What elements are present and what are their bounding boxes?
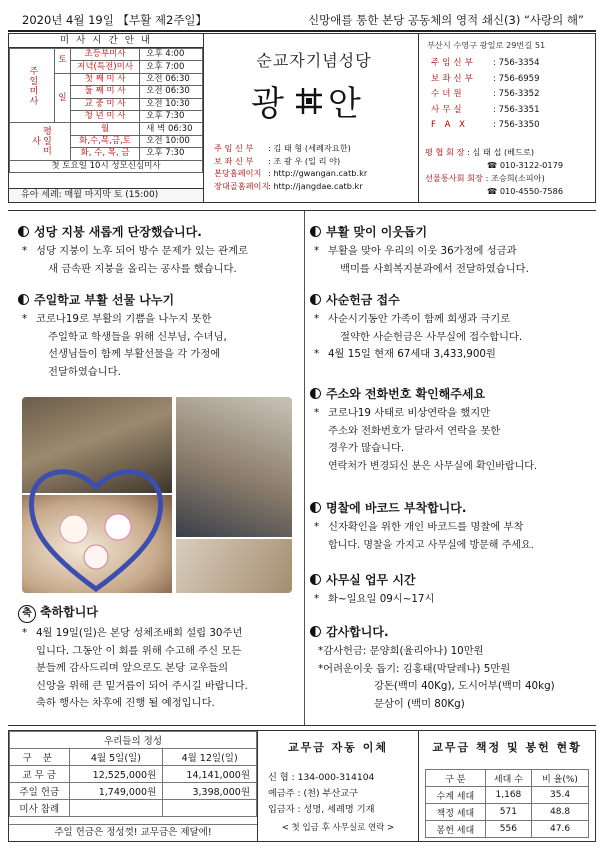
section-office-hours: 사무실 업무 시간 xyxy=(310,571,416,588)
mass-name: 청 년 미 사 xyxy=(71,110,140,122)
row-label: 책정 세대 xyxy=(426,804,486,821)
finance-footer xyxy=(8,730,596,842)
section-roof-body: * 성당 지붕이 노후 되어 방수 문제가 있는 관계로 새 금속판 지붕을 올리는 공사를 했습니다. xyxy=(22,245,248,275)
offering-status-title: 교무금 책정 및 봉헌 현황 xyxy=(432,741,582,754)
col-header: 구 분 xyxy=(426,770,486,787)
cell: 556 xyxy=(485,821,531,838)
section-easter-gift-body: * 코로나19로 부활의 기쁨을 나누지 못한 주일학교 학생들을 위해 신부님, 수녀님, 선생님들이 함께 부활선물을 각 가정에 전달하였습니다. xyxy=(22,313,227,378)
section-congrats-body: * 4월 19일(일)은 본당 성체조배회 설립 30주년 입니다. 그동안 이 회를 위해 수고해 주신 모든 분들께 감사드리며 앞으로도 본당 교우들의 신앙을 위해 큰 밑거름이 되어 주시길 바랍니다. 축하 행사는 차후에 진행 될 예정입니다. xyxy=(22,627,248,709)
section-congrats: 축 축하합니다 xyxy=(18,603,98,623)
row-label: 수계 세대 xyxy=(426,787,486,804)
mass-name: 첫 째 미 사 xyxy=(71,73,140,85)
cell: 12,525,000원 xyxy=(69,766,163,783)
offering-status-table xyxy=(425,769,589,838)
parish-info: 주 임 신 부 : 김 태 형 (세례자요한) 보 좌 신 부 : 조 광 우 (일 리 야) 본당홈페이지 : http://gwangan.catb.kr 장대골홈페이지: http://jangdae.catb.kr xyxy=(214,143,368,191)
mass-name: 둘 째 미 사 xyxy=(71,86,140,98)
phone-icon: ☎ xyxy=(487,186,498,196)
row-label: 봉헌 세대 xyxy=(426,821,486,838)
col-header: 비 율(%) xyxy=(532,770,589,787)
issue-date: 2020년 4월 19일 【부활 제2주일】 xyxy=(22,13,208,27)
cell xyxy=(69,800,163,817)
col-header: 세대 수 xyxy=(485,770,531,787)
column-divider xyxy=(304,211,305,725)
section-contact-check: 주소와 전화번호 확인해주세요 xyxy=(310,385,485,402)
weekend-group-label: 주일미사 xyxy=(10,49,55,123)
photo-child xyxy=(176,397,292,537)
mass-name: 교 중 미 사 xyxy=(71,98,140,110)
col-header: 4월 5일(일) xyxy=(69,749,163,766)
mass-time: 오후 7:30 xyxy=(140,148,203,160)
cell: 571 xyxy=(485,804,531,821)
cell: 35.4 xyxy=(532,787,589,804)
sun-label: 일 xyxy=(55,73,71,123)
section-contact-check-body: * 코로나19 사태로 비상연락을 했지만 주소와 전화번호가 달라서 연락을 못한 경우가 많습니다. 연락처가 변경되신 분은 사무실에 확인바랍니다. xyxy=(314,407,538,472)
bullet-icon xyxy=(310,294,321,305)
row-label: 주일 헌금 xyxy=(10,783,70,800)
section-thanks-body: *감사헌금: 문양희(율리아나) 10만원 *어려운이웃 돕기: 김홍태(막달레나) 5만원 강돈(백미 40Kg), 도시어부(백미 40kg) 문삼이 (백미 80Kg) xyxy=(318,645,555,710)
section-neighbors: 부활 맞이 이웃돕기 xyxy=(310,223,427,240)
offering-status-block xyxy=(419,731,595,841)
section-neighbors-body: * 부활을 맞아 우리의 이웃 36가정에 성금과 백미를 사회복지분과에서 전달하였습니다. xyxy=(314,245,529,275)
col-header: 구 분 xyxy=(10,749,70,766)
phone-icon: ☎ xyxy=(487,160,498,170)
contact-block xyxy=(418,33,596,203)
parish-title-block xyxy=(204,33,418,203)
transfer-note: < 첫 입금 후 사무실로 연락 > xyxy=(281,823,395,833)
mass-name: 저녁(특전)미사 xyxy=(71,61,140,73)
row-label: 교 무 금 xyxy=(10,766,70,783)
parish-emblem-icon xyxy=(292,84,326,118)
parish-subtitle: 순교자기념성당 xyxy=(256,51,372,70)
photo-gift xyxy=(176,539,292,593)
mass-time: 오전 06:30 xyxy=(140,86,203,98)
section-lent-offering-body: * 사순시기동안 가족이 함께 희생과 극기로 절약한 사순헌금은 사무실에 접수합니다. * 4월 15일 현재 67세대 3,433,900원 xyxy=(314,313,523,360)
bullet-icon xyxy=(18,226,29,237)
cell: 14,141,000원 xyxy=(163,766,257,783)
mass-time: 새 벽 06:30 xyxy=(140,123,203,135)
auto-transfer-title: 교무금 자동 이체 xyxy=(287,741,389,754)
council-contacts: 평 협 회 장 : 심 태 섭 (베드로) ☎ 010-3122-0179 선물통사회 회장 : 조승희(소피아) ☎ 010-4550-7586 xyxy=(425,147,564,196)
mass-time: 오후 4:00 xyxy=(140,49,203,61)
sat-label: 토 xyxy=(55,49,71,74)
mass-time: 오전 10:00 xyxy=(140,135,203,147)
row-label: 미사 참례 xyxy=(10,800,70,817)
offering-table-block xyxy=(9,731,257,841)
mass-time: 오전 10:30 xyxy=(140,98,203,110)
section-office-hours-body: * 화~일요일 09시~17시 xyxy=(314,593,435,605)
congrats-icon: 축 xyxy=(18,605,36,623)
infant-baptism: 유아 세례: 매월 마지막 토 (15:00) xyxy=(9,188,203,202)
first-saturday-mass: 첫 토요일 10시 성모신심미사 xyxy=(10,160,203,172)
mass-name: 초등부미사 xyxy=(71,49,140,61)
deposit-memo: 입금자 : 성명, 세례명 기재 xyxy=(268,804,375,815)
page-header xyxy=(8,6,596,32)
cell: 3,398,000원 xyxy=(163,783,257,800)
mass-table xyxy=(9,48,203,173)
cell: 1,168 xyxy=(485,787,531,804)
bullet-icon xyxy=(310,626,321,637)
section-lent-offering: 사순헌금 접수 xyxy=(310,291,400,308)
cell: 1,749,000원 xyxy=(69,783,163,800)
offering-title: 우리들의 정성 xyxy=(10,732,257,749)
section-barcode: 명찰에 바코드 부착합니다. xyxy=(310,499,466,516)
phone-list: 주임신부 : 756-3354 보좌신부 : 756-6959 수녀원 : 756-3352 사무실 : 756-3351 F A X : 756-3350 xyxy=(431,58,540,131)
bullet-icon xyxy=(310,574,321,585)
bank-account: 신 협 : 134-000-314104 xyxy=(268,772,375,783)
bullet-icon xyxy=(310,226,321,237)
heart-frame-icon xyxy=(26,457,166,593)
cell: 47.6 xyxy=(532,821,589,838)
section-thanks: 감사합니다. xyxy=(310,623,389,640)
mass-schedule xyxy=(8,33,204,203)
bullet-icon xyxy=(310,502,321,513)
jangdae-link[interactable]: : http://jangdae.catb.kr xyxy=(268,180,363,191)
parish-address: 부산시 수영구 광일로 29번길 51 xyxy=(427,40,546,50)
bullet-icon xyxy=(18,294,29,305)
mass-time: 오후 7:00 xyxy=(140,61,203,73)
cell xyxy=(163,800,257,817)
bullet-icon xyxy=(310,388,321,399)
homepage-link[interactable]: : http://gwangan.catb.kr xyxy=(268,168,368,178)
mass-name: 화, 수, 목, 금 xyxy=(71,148,140,160)
issue-theme: 신망애를 통한 본당 공동체의 영적 쇄신(3) “사랑의 해” xyxy=(308,13,584,27)
col-header: 4월 12일(일) xyxy=(163,749,257,766)
masthead xyxy=(8,33,596,203)
news-content xyxy=(8,210,596,726)
mass-name: 화,수,목,금,토 xyxy=(71,135,140,147)
auto-transfer-block xyxy=(257,731,419,841)
offering-table xyxy=(9,731,257,817)
cell: 48.8 xyxy=(532,804,589,821)
mass-schedule-title: 미 사 시 간 안 내 xyxy=(9,34,203,48)
mass-time: 오후 7:30 xyxy=(140,110,203,122)
account-owner: 예금주 : (천) 부산교구 xyxy=(268,788,359,799)
easter-gift-photo xyxy=(22,397,292,593)
section-barcode-body: * 신자확인을 위한 개인 바코드를 명찰에 부착 합니다. 명찰을 가지고 사무실에 방문해 주세요. xyxy=(314,521,534,551)
parish-title: 광 안 xyxy=(251,84,375,124)
weekday-group-label: 평일미사 xyxy=(10,123,71,160)
mass-name: 월 xyxy=(71,123,140,135)
mass-time: 오전 06:30 xyxy=(140,73,203,85)
section-roof: 성당 지붕 새롭게 단장했습니다. xyxy=(18,223,202,240)
section-easter-gift: 주일학교 부활 선물 나누기 xyxy=(18,291,174,308)
offering-slogan: 주일 헌금은 정성껏! 교무금은 제달에! xyxy=(9,824,257,841)
